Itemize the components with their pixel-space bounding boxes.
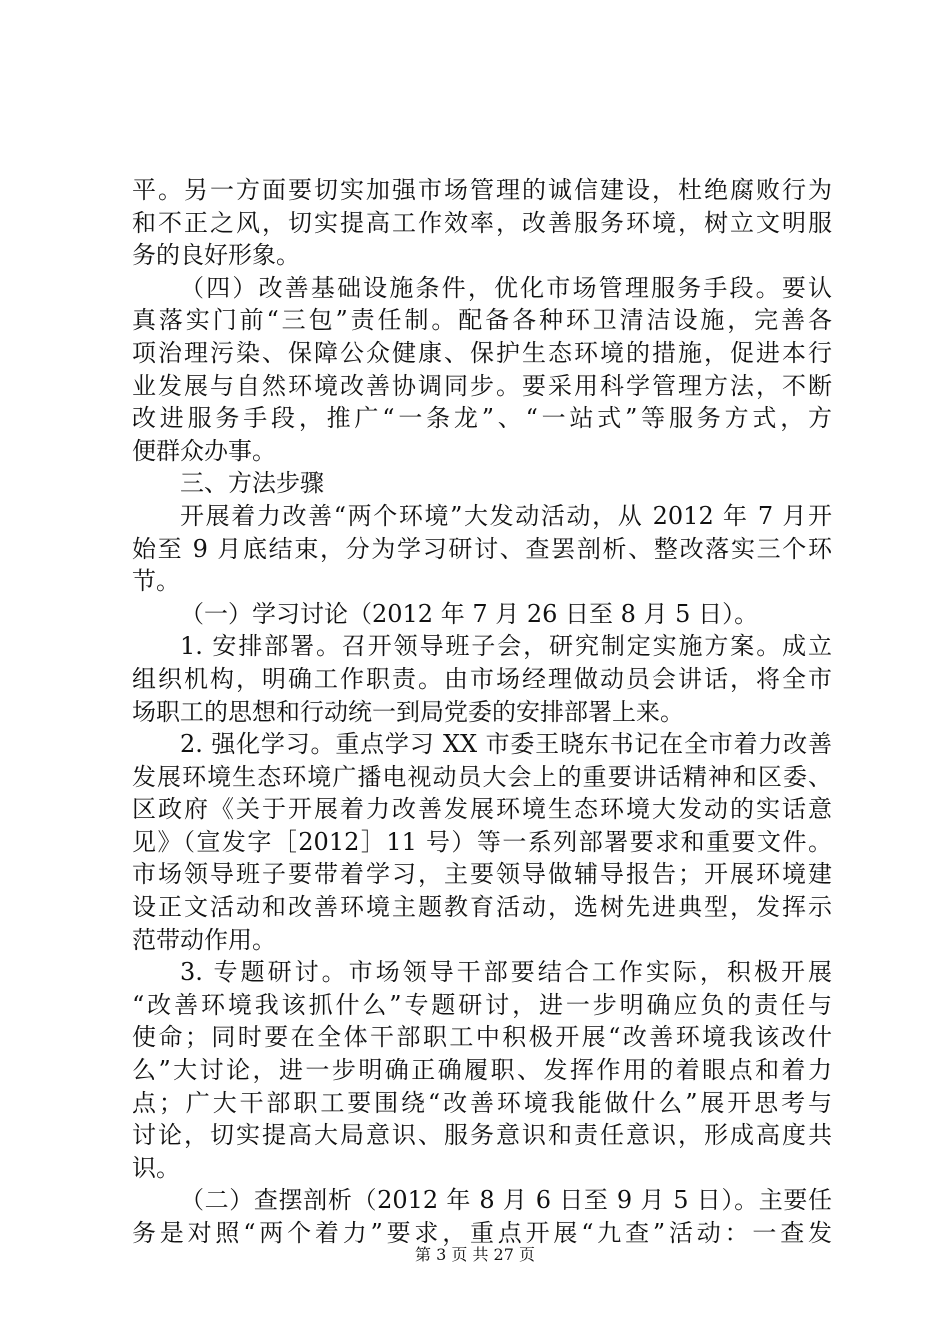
page-footer: 第 3 页 共 27 页 xyxy=(415,1245,535,1264)
text-line: 开展着力改善“两个环境”大发动活动，从 2012 年 7 月开 xyxy=(180,501,832,530)
text-line: 便群众办事。 xyxy=(132,436,276,465)
text-line: （四）改善基础设施条件，优化市场管理服务手段。要认 xyxy=(180,273,832,302)
text-line: 始至 9 月底结束，分为学习研讨、查罢剖析、整改落实三个环 xyxy=(132,534,832,563)
text-line: 务是对照“两个着力”要求，重点开展“九查”活动：一查发 xyxy=(132,1219,832,1247)
text-line: 发展环境生态环境广播电视动员大会上的重要讲话精神和区委、 xyxy=(132,762,832,791)
text-line: 设正文活动和改善环境主题教育活动，选树先进典型，发挥示 xyxy=(132,893,832,922)
text-line: 场职工的思想和行动统一到局党委的安排部署上来。 xyxy=(132,697,684,726)
text-line: 识。 xyxy=(132,1153,180,1182)
text-line: 务的良好形象。 xyxy=(132,241,300,270)
text-line: 讨论，切实提高大局意识、服务意识和责任意识，形成高度共 xyxy=(132,1121,832,1150)
text-line: 和不正之风，切实提高工作效率，改善服务环境，树立文明服 xyxy=(132,208,832,237)
text-line: 点；广大干部职工要围绕“改善环境我能做什么”展开思考与 xyxy=(132,1088,832,1117)
text-line: 三、方法步骤 xyxy=(180,469,324,498)
text-line: 3. 专题研讨。市场领导干部要结合工作实际，积极开展 xyxy=(180,958,832,987)
text-line: 节。 xyxy=(132,567,180,596)
text-line: （一）学习讨论（2012 年 7 月 26 日至 8 月 5 日）。 xyxy=(180,599,759,628)
text-line: 1. 安排部署。召开领导班子会，研究制定实施方案。成立 xyxy=(180,632,832,661)
text-line: （二）查摆剖析（2012 年 8 月 6 日至 9 月 5 日）。主要任 xyxy=(180,1186,832,1215)
document-body xyxy=(132,174,832,1250)
text-line: 2. 强化学习。重点学习 XX 市委王晓东书记在全市着力改善 xyxy=(180,730,832,759)
text-line: 见》（宣发字［2012］11 号）等一系列部署要求和重要文件。 xyxy=(132,827,832,856)
text-line: 业发展与自然环境改善协调同步。要采用科学管理方法，不断 xyxy=(132,371,832,400)
text-line: 项治理污染、保障公众健康、保护生态环境的措施，促进本行 xyxy=(132,338,832,367)
text-line: 平。另一方面要切实加强市场管理的诚信建设，杜绝腐败行为 xyxy=(132,176,832,204)
text-line: 改进服务手段，推广“一条龙”、“一站式”等服务方式，方 xyxy=(132,404,832,433)
text-line: 市场领导班子要带着学习，主要领导做辅导报告；开展环境建 xyxy=(132,860,832,889)
text-line: 么”大讨论，进一步明确正确履职、发挥作用的着眼点和着力 xyxy=(132,1056,832,1085)
text-line: 真落实门前“三包”责任制。配备各种环卫清洁设施，完善各 xyxy=(132,306,832,335)
text-line: “改善环境我该抓什么”专题研讨，进一步明确应负的责任与 xyxy=(132,990,832,1019)
text-line: 使命；同时要在全体干部职工中积极开展“改善环境我该改什 xyxy=(132,1023,832,1052)
text-line: 范带动作用。 xyxy=(132,925,276,954)
text-line: 组织机构，明确工作职责。由市场经理做动员会讲话，将全市 xyxy=(132,664,832,693)
text-line: 区政府《关于开展着力改善发展环境生态环境大发动的实话意 xyxy=(132,795,832,824)
